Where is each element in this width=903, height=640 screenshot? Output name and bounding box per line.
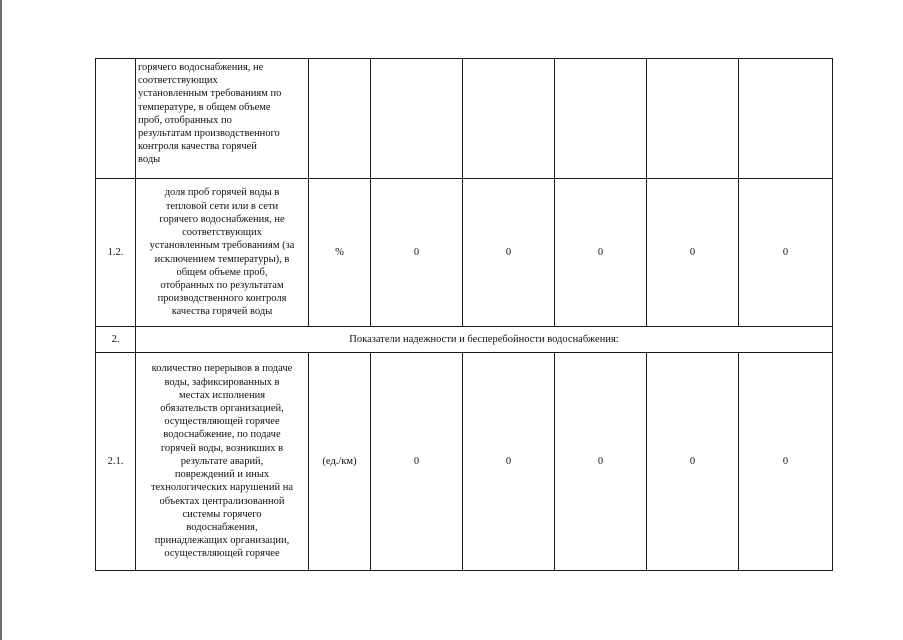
value-cell: 0 bbox=[463, 353, 555, 571]
row-number-cell: 1.2. bbox=[96, 179, 136, 327]
table-row bbox=[96, 179, 833, 327]
row-number-cell: 2.1. bbox=[96, 353, 136, 571]
value-cell: 0 bbox=[647, 353, 739, 571]
indicator-description: доля проб горячей воды в тепловой сети или в сети горячего водоснабжения, не соответствующих установленным требованиям (за исключением температуры), в общем объеме проб, отобранных по результатам производственного контроля качества горячей воды bbox=[136, 179, 309, 327]
value-cell bbox=[647, 59, 739, 179]
unit-cell: (ед./км) bbox=[309, 353, 371, 571]
value-cell: 0 bbox=[463, 179, 555, 327]
indicator-description: горячего водоснабжения, не соответствующих установленным требованиям по температуре, в общем объеме проб, отобранных по результатам производственного контроля качества горячей воды bbox=[136, 59, 309, 179]
section-row bbox=[96, 327, 833, 353]
value-cell: 0 bbox=[739, 353, 833, 571]
table-row bbox=[96, 59, 833, 179]
indicators-table bbox=[95, 58, 833, 571]
unit-cell bbox=[309, 59, 371, 179]
table-row bbox=[96, 353, 833, 571]
value-cell bbox=[739, 59, 833, 179]
section-title: Показатели надежности и бесперебойности водоснабжения: bbox=[136, 327, 833, 353]
value-cell: 0 bbox=[555, 179, 647, 327]
unit-cell: % bbox=[309, 179, 371, 327]
value-cell bbox=[555, 59, 647, 179]
value-cell bbox=[371, 59, 463, 179]
value-cell: 0 bbox=[555, 353, 647, 571]
scan-edge bbox=[0, 0, 2, 640]
row-number-cell bbox=[96, 59, 136, 179]
value-cell: 0 bbox=[739, 179, 833, 327]
value-cell: 0 bbox=[371, 353, 463, 571]
value-cell bbox=[463, 59, 555, 179]
row-number-cell: 2. bbox=[96, 327, 136, 353]
indicator-description: количество перерывов в подаче воды, зафиксированных в местах исполнения обязательств организацией, осуществляющей горячее водоснабжение, по подаче горячей воды, возникших в результате аварий, повреждений и иных технологических нарушений на объектах централизованной системы горячего водоснабжения, принадлежащих организации, осуществляющей горячее bbox=[136, 353, 309, 571]
value-cell: 0 bbox=[647, 179, 739, 327]
value-cell: 0 bbox=[371, 179, 463, 327]
